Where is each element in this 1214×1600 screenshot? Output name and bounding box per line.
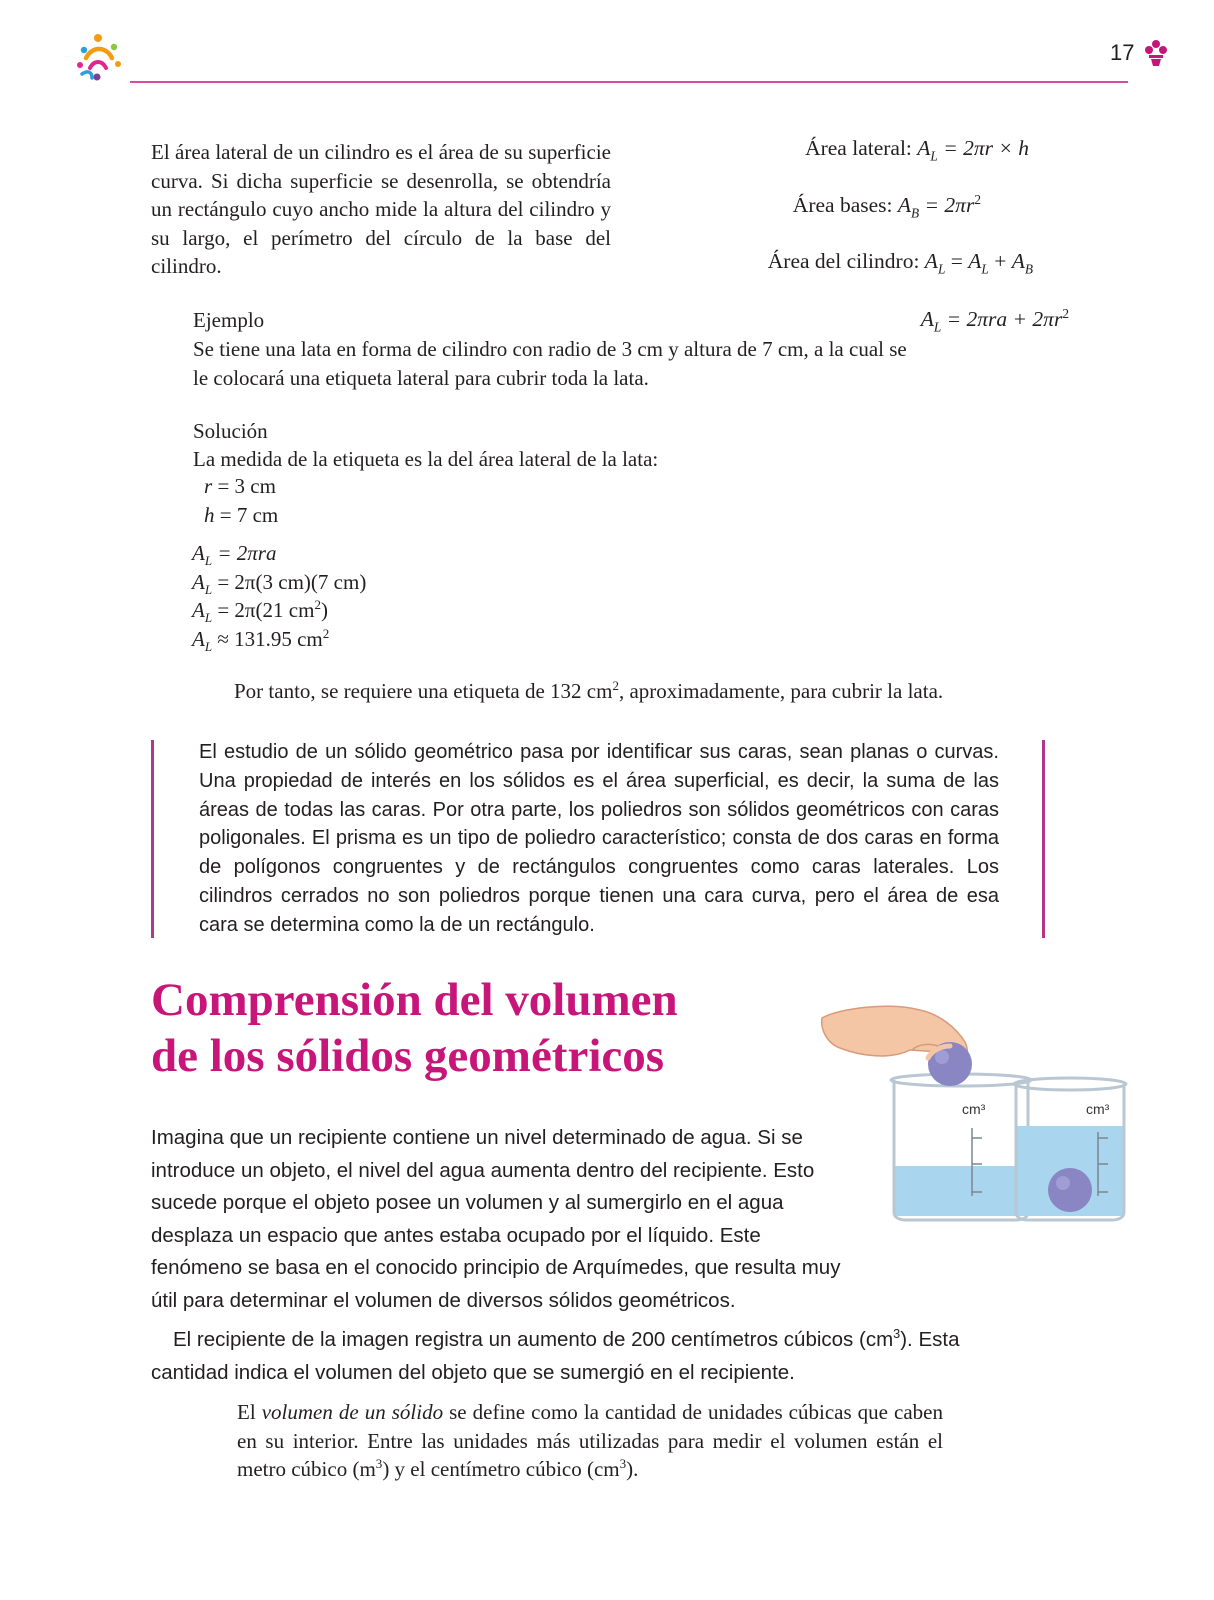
intro-paragraph: El área lateral de un cilindro es el área de su superficie curva. Si dicha superficie se desenrolla, se obtendría un rectángulo cuyo ancho mide la altura del cilindro y su largo, el perímetro del círculo de la base del cilindro. bbox=[151, 140, 611, 278]
formula-symbol: A bbox=[924, 249, 938, 273]
height-value: = 7 cm bbox=[214, 502, 279, 527]
header-rule bbox=[130, 81, 1128, 83]
formula-subscript: B bbox=[1024, 261, 1033, 277]
formula-expression: = 2πra + 2πr bbox=[941, 307, 1063, 331]
calc-expression: = 2π(21 cm bbox=[212, 598, 315, 622]
formula-subscript: L bbox=[981, 261, 989, 277]
formula-cylinder-area bbox=[767, 249, 1033, 277]
formula-symbol: A bbox=[897, 193, 912, 217]
left-beaker bbox=[891, 1074, 1031, 1220]
calc-line bbox=[192, 568, 366, 597]
formula-lateral-area bbox=[805, 136, 1029, 164]
definition-part: ). bbox=[626, 1457, 639, 1481]
section-heading bbox=[151, 972, 791, 1084]
radius-value: = 3 cm bbox=[212, 474, 276, 498]
solution-block bbox=[193, 417, 913, 473]
body-paragraph-volume-increase bbox=[151, 1324, 981, 1389]
note-bar-left bbox=[151, 740, 154, 938]
example-text: Se tiene una lata en forma de cilindro con radio de 3 cm y altura de 7 cm, a la cual se le colocará una etiqueta lateral para cubrir toda la lata. bbox=[193, 337, 907, 390]
calc-line bbox=[192, 539, 366, 568]
definition-paragraph bbox=[237, 1398, 943, 1484]
calc-symbol: A bbox=[192, 569, 205, 594]
conclusion-part: , aproximadamente, para cubrir la lata. bbox=[618, 679, 944, 703]
formula-subscript: L bbox=[930, 148, 938, 164]
calc-line bbox=[192, 596, 366, 625]
flower-ornament-icon bbox=[1143, 38, 1169, 68]
calc-subscript: L bbox=[204, 610, 213, 626]
calc-symbol: A bbox=[192, 541, 205, 565]
calc-expression-end: ) bbox=[320, 598, 328, 622]
right-beaker bbox=[1014, 1078, 1126, 1220]
formula-label: Área lateral: bbox=[805, 136, 912, 160]
beaker-unit-label: cm³ bbox=[962, 1101, 986, 1117]
formula-expanded bbox=[920, 305, 1069, 335]
formula-exponent: 2 bbox=[1062, 305, 1069, 321]
calc-symbol: A bbox=[192, 598, 205, 622]
submerged-ball bbox=[1048, 1168, 1092, 1212]
formula-label: Área del cilindro: bbox=[767, 249, 920, 273]
formula-symbol: A bbox=[920, 307, 934, 331]
calc-expression: = 2π(3 cm)(7 cm) bbox=[212, 569, 367, 594]
calc-symbol: A bbox=[192, 626, 205, 651]
calc-expression: = 2πra bbox=[212, 541, 277, 565]
solution-title: Solución bbox=[193, 419, 268, 443]
formula-exponent: 2 bbox=[974, 191, 981, 207]
example-title: Ejemplo bbox=[193, 308, 265, 332]
formula-symbol: A bbox=[917, 136, 931, 160]
formula-equals: = bbox=[945, 249, 969, 273]
calc-exponent: 2 bbox=[314, 597, 321, 612]
solution-variables bbox=[204, 472, 278, 529]
radius-line bbox=[204, 472, 278, 501]
section-heading-line: de los sólidos geométricos bbox=[151, 1030, 665, 1082]
formula-subscript: L bbox=[933, 319, 942, 335]
calc-subscript: L bbox=[204, 638, 213, 654]
formula-bases-area bbox=[792, 191, 981, 221]
definition-part: El bbox=[237, 1400, 262, 1424]
formula-subscript: B bbox=[911, 205, 920, 221]
definition-exponent: 3 bbox=[619, 1456, 627, 1471]
body-paragraph-exponent: 3 bbox=[893, 1326, 901, 1342]
calc-line bbox=[192, 625, 366, 654]
example-block bbox=[193, 306, 913, 393]
formula-label: Área bases: bbox=[792, 193, 893, 217]
calculation-block bbox=[192, 539, 366, 653]
formula-expression: = 2πr × h bbox=[937, 136, 1029, 160]
height-variable: h bbox=[204, 502, 215, 527]
definition-exponent: 3 bbox=[375, 1456, 383, 1471]
solution-text: La medida de la etiqueta es la del área lateral de la lata: bbox=[193, 447, 659, 471]
formula-plus: + bbox=[988, 249, 1012, 273]
conclusion-exponent: 2 bbox=[612, 678, 619, 693]
body-paragraph-part: ). Esta cantidad indica el volumen del objeto que se sumergió en el recipiente. bbox=[151, 1328, 960, 1384]
formula-symbol: A bbox=[1011, 249, 1025, 273]
radius-variable: r bbox=[204, 474, 213, 498]
conclusion-text bbox=[234, 679, 943, 704]
formula-subscript: L bbox=[937, 261, 946, 277]
calc-subscript: L bbox=[204, 553, 213, 569]
definition-term: volumen de un sólido bbox=[261, 1400, 444, 1424]
calc-expression: ≈ 131.95 cm bbox=[212, 626, 323, 651]
note-text: El estudio de un sólido geométrico pasa por identificar sus caras, sean planas o curvas. Una propiedad de interés en los sólidos es el área superficial, es decir, la suma de las áreas de todas las caras. Por otra parte, los poliedros son sólidos geométricos con caras poligonales. El prisma es un tipo de poliedro característico; consta de dos caras en forma de polígonos congruentes y de rectángulos congruentes como caras laterales. Los cilindros cerrados no son poliedros porque tienen una cara curva, pero el área de esa cara se determina como la de un rectángulo. bbox=[199, 741, 999, 936]
definition-part: ) y el centímetro cúbico (cm bbox=[382, 1457, 620, 1481]
beaker-illustration bbox=[820, 1000, 1140, 1230]
definition-part: se define como la cantidad de unidades cúbicas que caben en su interior. Entre las unidades más utilizadas para medir el volumen están el metro cúbico (m bbox=[237, 1400, 943, 1481]
formula-symbol: A bbox=[968, 249, 982, 273]
note-bar-right bbox=[1042, 740, 1045, 938]
calc-exponent: 2 bbox=[322, 625, 330, 641]
formula-expression: = 2πr bbox=[919, 193, 975, 217]
section-heading-line: Comprensión del volumen bbox=[151, 974, 678, 1026]
height-line bbox=[204, 501, 278, 530]
calc-subscript: L bbox=[204, 581, 213, 597]
body-paragraph-archimedes: Imagina que un recipiente contiene un nivel determinado de agua. Si se introduce un objeto, el nivel del agua aumenta dentro del recipiente. Esto sucede porque el objeto posee un volumen y al sumergirlo en el agua desplaza un espacio que antes estaba ocupado por el líquido. Este fenómeno se basa en el conocido principio de Arquímedes, que resulta muy útil para determinar el volumen de diversos sólidos geométricos. bbox=[151, 1126, 841, 1312]
page-number: 17 bbox=[1110, 40, 1135, 65]
body-paragraph-part: El recipiente de la imagen registra un aumento de 200 centímetros cúbicos (cm bbox=[173, 1328, 894, 1351]
beaker-unit-label: cm³ bbox=[1086, 1101, 1110, 1117]
conclusion-part: Por tanto, se requiere una etiqueta de 132 cm bbox=[234, 679, 613, 703]
colorful-figure-logo-icon bbox=[72, 30, 128, 86]
